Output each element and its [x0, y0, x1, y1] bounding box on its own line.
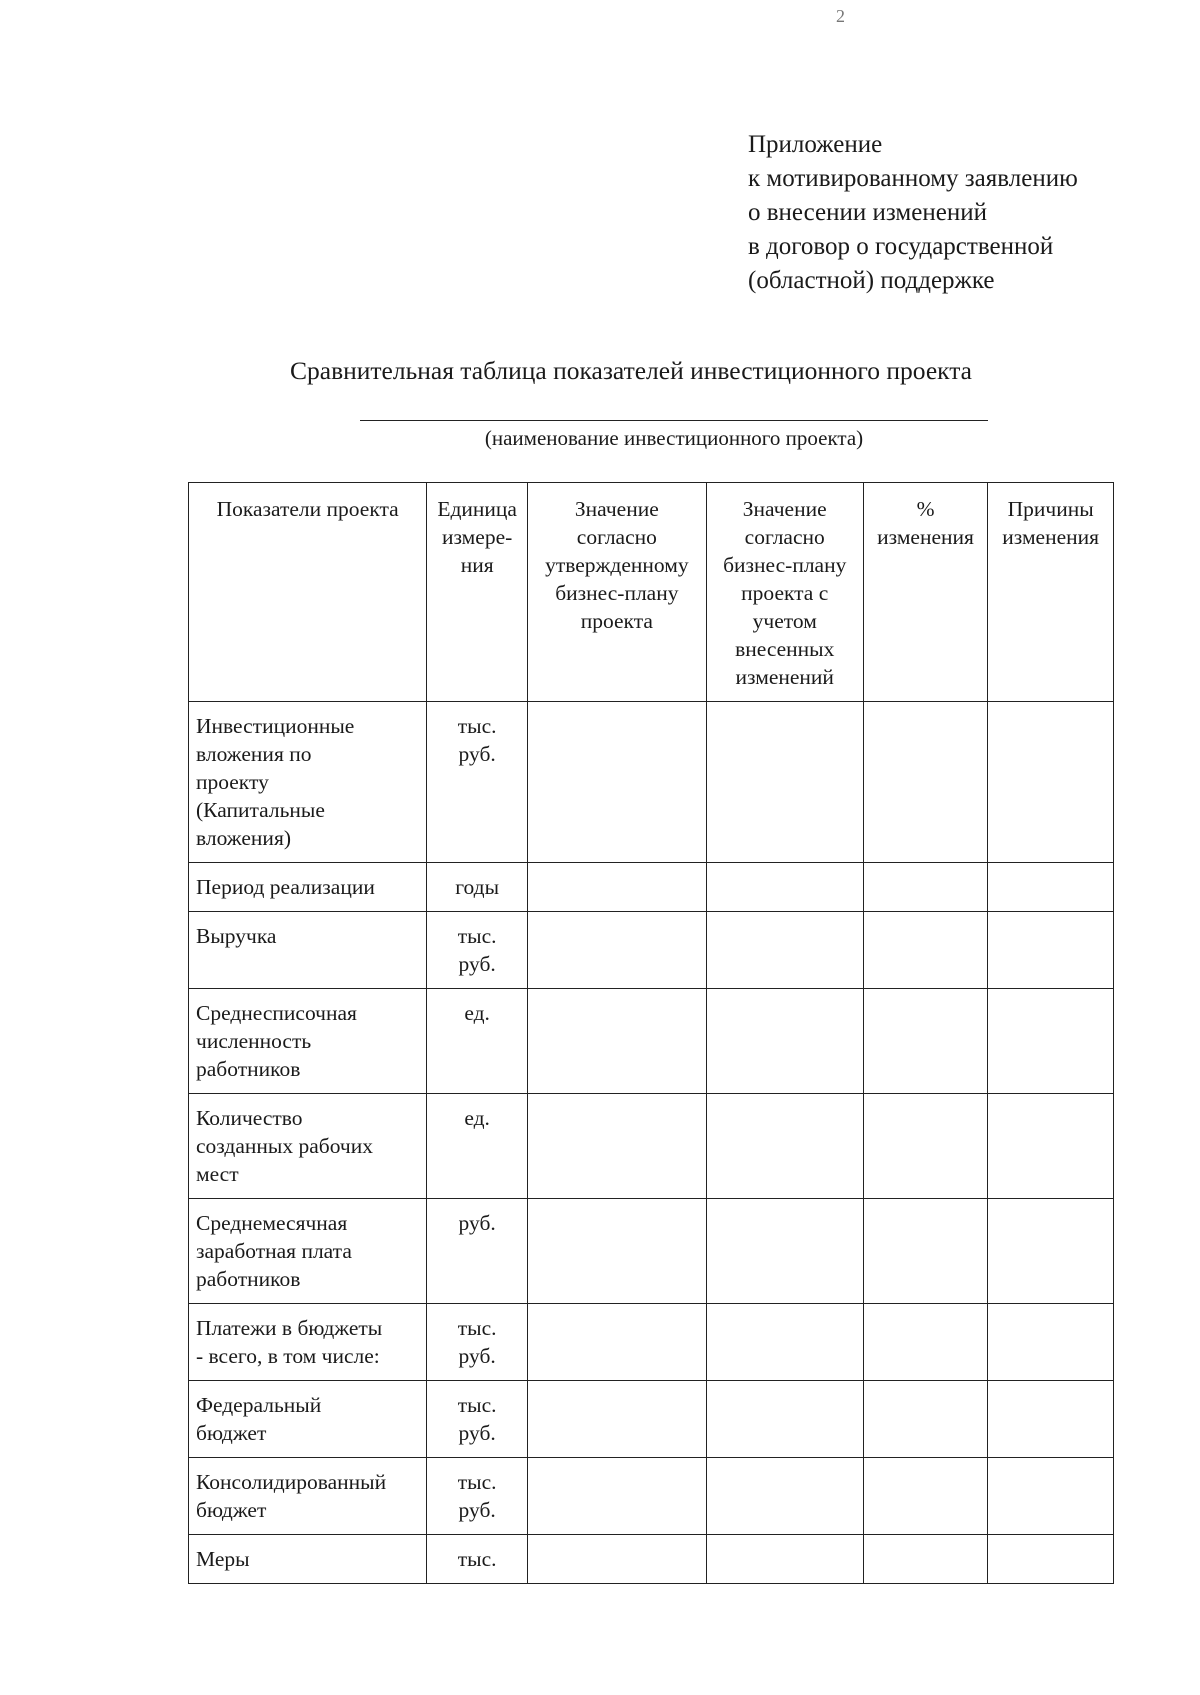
- unit-cell: годы: [427, 863, 528, 912]
- value-cell[interactable]: [528, 863, 707, 912]
- table-row: [189, 912, 1114, 989]
- table-row: [189, 1458, 1114, 1535]
- value-cell[interactable]: [706, 1304, 863, 1381]
- table-row: [189, 1381, 1114, 1458]
- unit-cell: ед.: [427, 1094, 528, 1199]
- value-cell[interactable]: [863, 912, 988, 989]
- value-cell[interactable]: [706, 1199, 863, 1304]
- value-cell[interactable]: [988, 912, 1114, 989]
- value-cell[interactable]: [988, 1199, 1114, 1304]
- header-unit: Единица измере- ния: [427, 483, 528, 702]
- header-change-reasons: Причины изменения: [988, 483, 1114, 702]
- value-cell[interactable]: [528, 912, 707, 989]
- value-cell[interactable]: [863, 1304, 988, 1381]
- value-cell[interactable]: [988, 1381, 1114, 1458]
- indicator-cell: Платежи в бюджеты - всего, в том числе:: [189, 1304, 427, 1381]
- value-cell[interactable]: [863, 863, 988, 912]
- value-cell[interactable]: [706, 989, 863, 1094]
- unit-cell: ед.: [427, 989, 528, 1094]
- appendix-line: к мотивированному заявлению: [748, 165, 1078, 192]
- value-cell[interactable]: [528, 1458, 707, 1535]
- value-cell[interactable]: [528, 702, 707, 863]
- header-indicators: Показатели проекта: [189, 483, 427, 702]
- appendix-line: о внесении изменений: [748, 199, 987, 226]
- value-cell[interactable]: [706, 1381, 863, 1458]
- value-cell[interactable]: [863, 1535, 988, 1584]
- value-cell[interactable]: [706, 702, 863, 863]
- value-cell[interactable]: [528, 1535, 707, 1584]
- unit-cell: тыс. руб.: [427, 702, 528, 863]
- indicator-cell: Федеральный бюджет: [189, 1381, 427, 1458]
- table-row: [189, 989, 1114, 1094]
- value-cell[interactable]: [706, 863, 863, 912]
- indicator-cell: Среднемесячная заработная плата работников: [189, 1199, 427, 1304]
- value-cell[interactable]: [528, 1094, 707, 1199]
- value-cell[interactable]: [528, 989, 707, 1094]
- unit-cell: тыс. руб.: [427, 1304, 528, 1381]
- indicator-cell: Инвестиционные вложения по проекту (Капитальные вложения): [189, 702, 427, 863]
- table-row: [189, 1535, 1114, 1584]
- value-cell[interactable]: [988, 1458, 1114, 1535]
- value-cell[interactable]: [988, 989, 1114, 1094]
- unit-cell: тыс. руб.: [427, 1381, 528, 1458]
- project-name-blank-line: [360, 420, 988, 421]
- indicator-cell: Консолидированный бюджет: [189, 1458, 427, 1535]
- indicator-cell: Среднесписочная численность работников: [189, 989, 427, 1094]
- unit-cell: тыс. руб.: [427, 912, 528, 989]
- value-cell[interactable]: [706, 1458, 863, 1535]
- value-cell[interactable]: [863, 702, 988, 863]
- table-row: [189, 863, 1114, 912]
- unit-cell: тыс. руб.: [427, 1458, 528, 1535]
- indicator-cell: Выручка: [189, 912, 427, 989]
- unit-cell: тыс.: [427, 1535, 528, 1584]
- indicator-cell: Меры: [189, 1535, 427, 1584]
- appendix-line: Приложение: [748, 131, 883, 158]
- unit-cell: руб.: [427, 1199, 528, 1304]
- appendix-line: (областной) поддержке: [748, 267, 995, 294]
- value-cell[interactable]: [988, 1535, 1114, 1584]
- value-cell[interactable]: [528, 1304, 707, 1381]
- table-row: [189, 1199, 1114, 1304]
- document-title: Сравнительная таблица показателей инвестиционного проекта: [290, 356, 972, 385]
- value-cell[interactable]: [706, 912, 863, 989]
- header-approved-value: Значение согласно утвержденному бизнес-плану проекта: [528, 483, 707, 702]
- header-percent-change: % изменения: [863, 483, 988, 702]
- value-cell[interactable]: [988, 863, 1114, 912]
- table-row: [189, 1304, 1114, 1381]
- value-cell[interactable]: [706, 1535, 863, 1584]
- value-cell[interactable]: [988, 702, 1114, 863]
- value-cell[interactable]: [863, 1199, 988, 1304]
- indicator-cell: Количество созданных рабочих мест: [189, 1094, 427, 1199]
- table-header-row: [189, 483, 1114, 702]
- appendix-block: [748, 128, 1078, 298]
- header-revised-value: Значение согласно бизнес-плану проекта с учетом внесенных изменений: [706, 483, 863, 702]
- value-cell[interactable]: [988, 1094, 1114, 1199]
- appendix-line: в договор о государственной: [748, 233, 1054, 260]
- page-number: 2: [836, 6, 845, 26]
- comparison-table: [188, 482, 1114, 1584]
- value-cell[interactable]: [863, 1458, 988, 1535]
- value-cell[interactable]: [706, 1094, 863, 1199]
- value-cell[interactable]: [863, 1381, 988, 1458]
- table-row: [189, 702, 1114, 863]
- value-cell[interactable]: [863, 1094, 988, 1199]
- value-cell[interactable]: [988, 1304, 1114, 1381]
- value-cell[interactable]: [863, 989, 988, 1094]
- project-name-caption: (наименование инвестиционного проекта): [484, 426, 864, 450]
- table-row: [189, 1094, 1114, 1199]
- value-cell[interactable]: [528, 1381, 707, 1458]
- indicator-cell: Период реализации: [189, 863, 427, 912]
- value-cell[interactable]: [528, 1199, 707, 1304]
